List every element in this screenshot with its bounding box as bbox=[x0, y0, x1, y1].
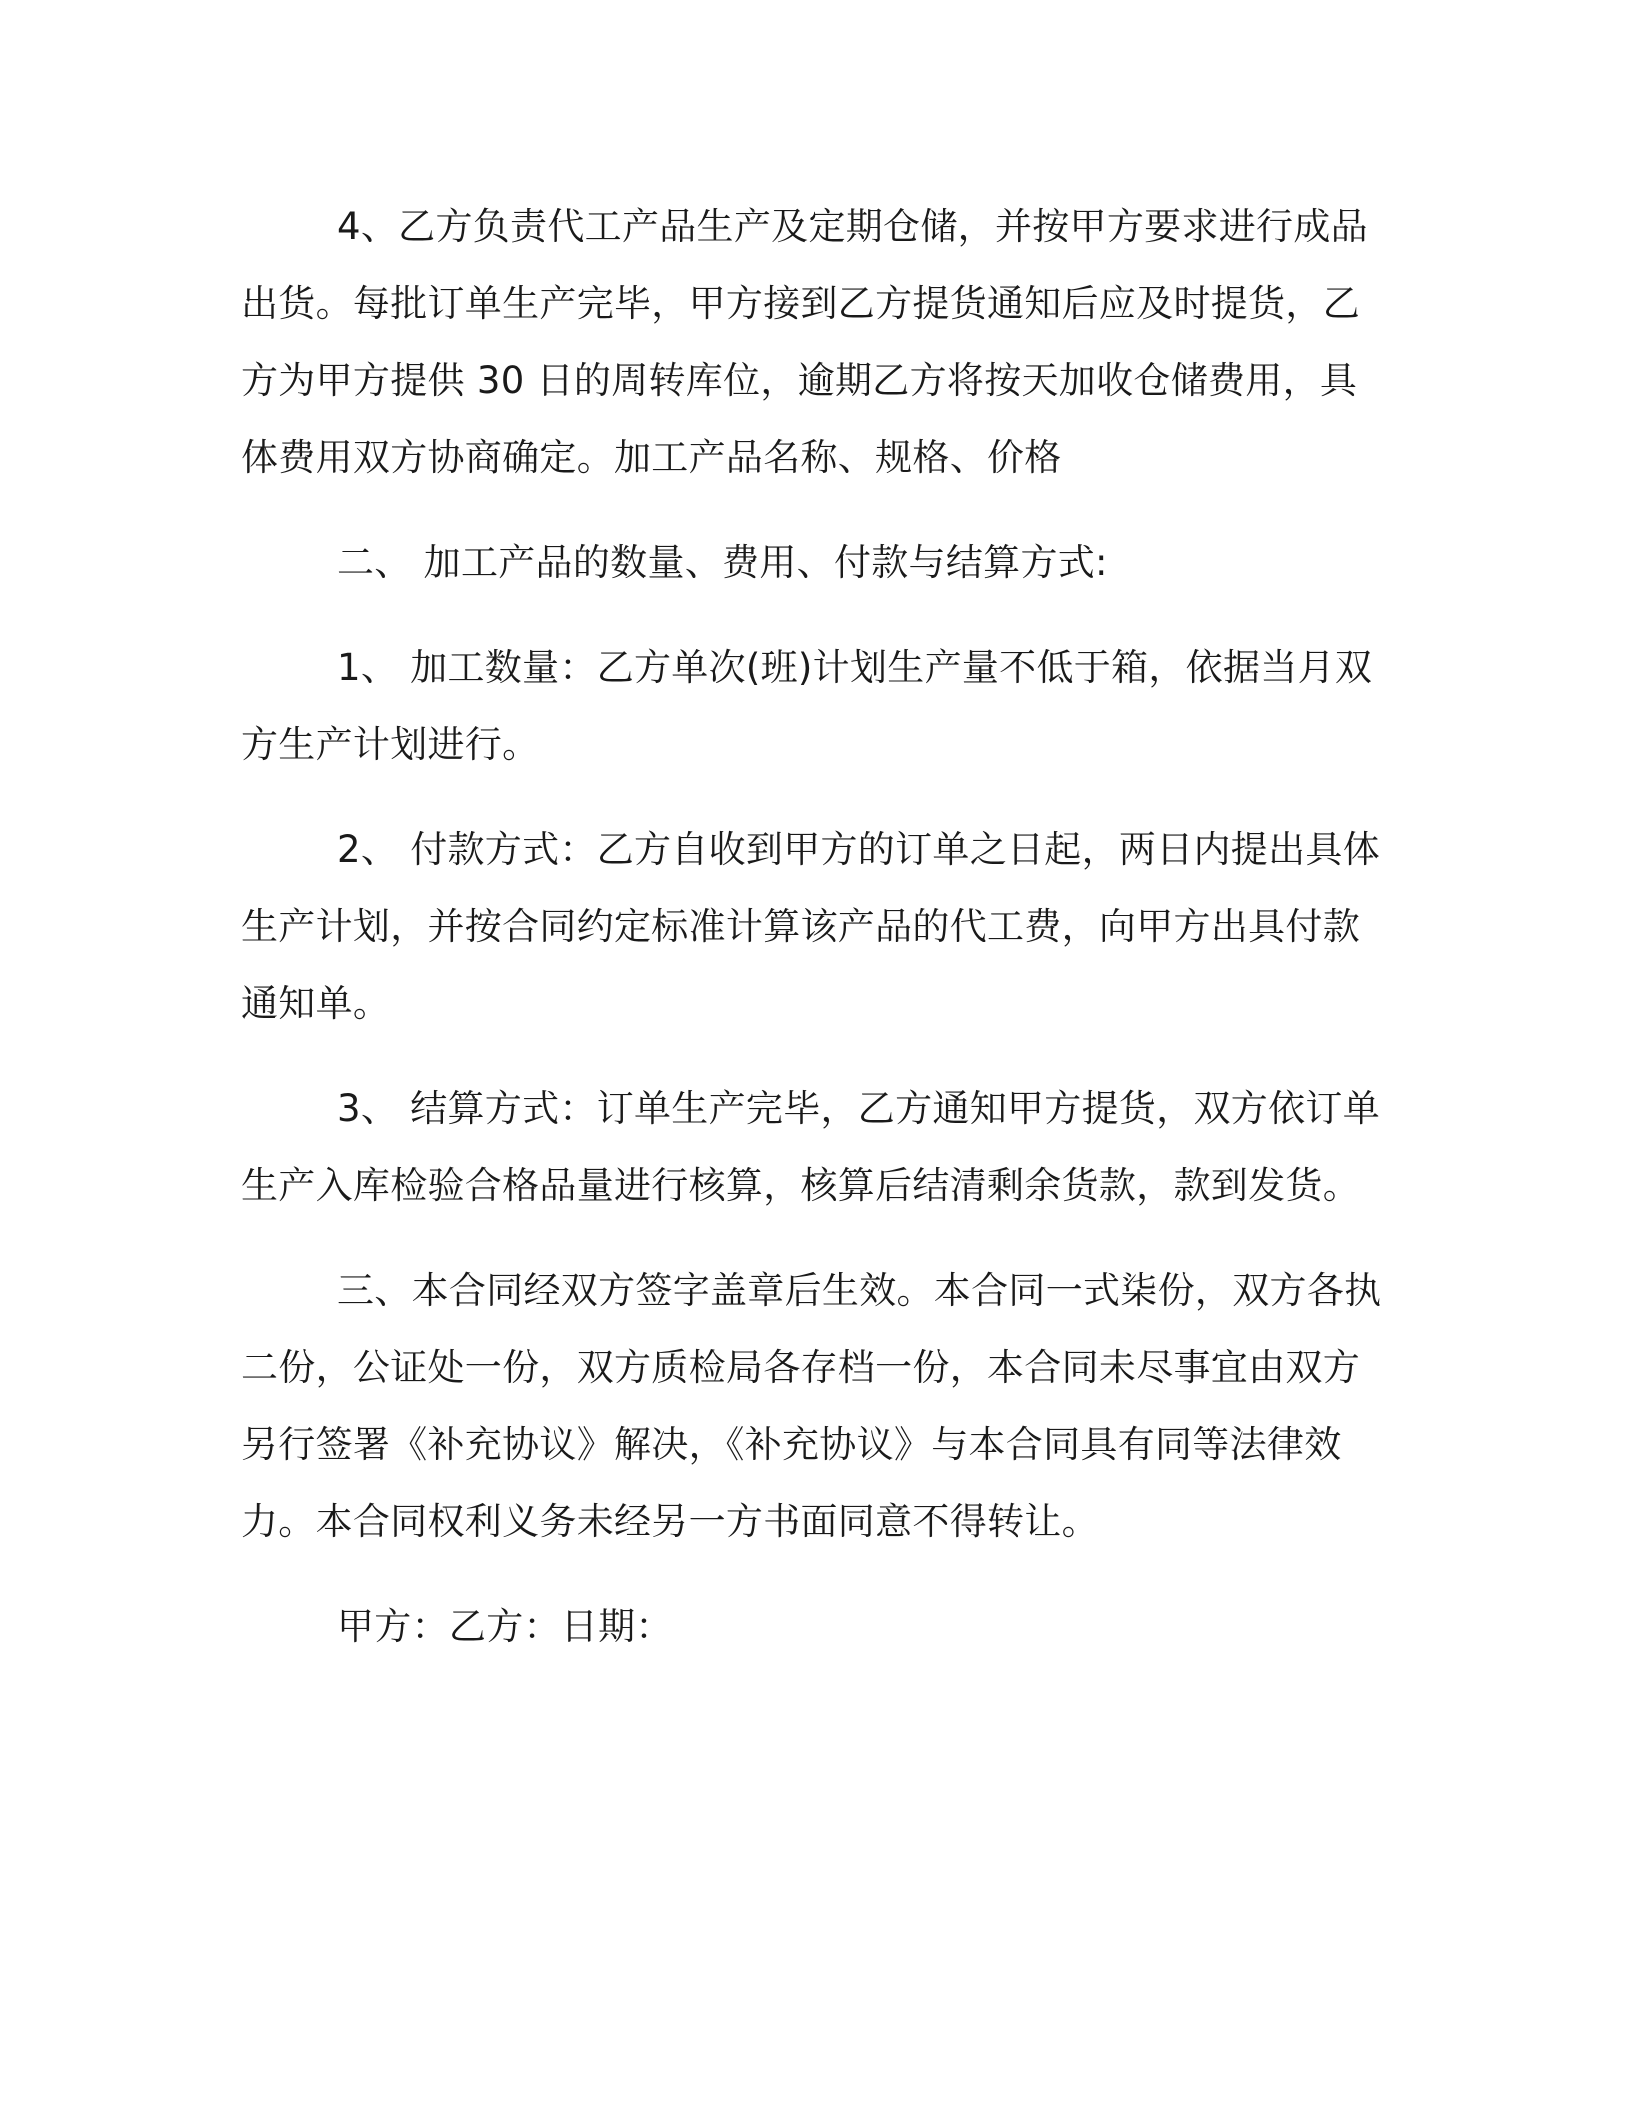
clause-2-payment: 2、 付款方式：乙方自收到甲方的订单之日起，两日内提出具体生产计划，并按合同约定标准计算该产品的代工费，向甲方出具付款通知单。 bbox=[241, 828, 1380, 1025]
clause-4-storage: 4、乙方负责代工产品生产及定期仓储，并按甲方要求进行成品出货。每批订单生产完毕，甲方接到乙方提货通知后应及时提货，乙方为甲方提供 30 日的周转库位，逾期乙方将按天加收仓储费用，具体费用双方协商确定。加工产品名称、规格、价格 bbox=[241, 205, 1368, 479]
section-2-heading: 二、 加工产品的数量、费用、付款与结算方式: bbox=[337, 541, 1108, 584]
clause-1-quantity: 1、 加工数量：乙方单次(班)计划生产量不低于箱，依据当月双方生产计划进行。 bbox=[241, 646, 1373, 766]
document-page bbox=[241, 188, 1391, 1665]
clause-3-settlement: 3、 结算方式：订单生产完毕，乙方通知甲方提货，双方依订单生产入库检验合格品量进行核算，核算后结清剩余货款，款到发货。 bbox=[241, 1087, 1380, 1207]
section-3-effectiveness: 三、本合同经双方签字盖章后生效。本合同一式柒份，双方各执二份，公证处一份，双方质检局各存档一份，本合同未尽事宜由双方另行签署《补充协议》解决，《补充协议》与本合同具有同等法律效力。本合同权利义务未经另一方书面同意不得转让。 bbox=[241, 1269, 1382, 1543]
signature-line: 甲方：乙方：日期： bbox=[337, 1605, 673, 1648]
